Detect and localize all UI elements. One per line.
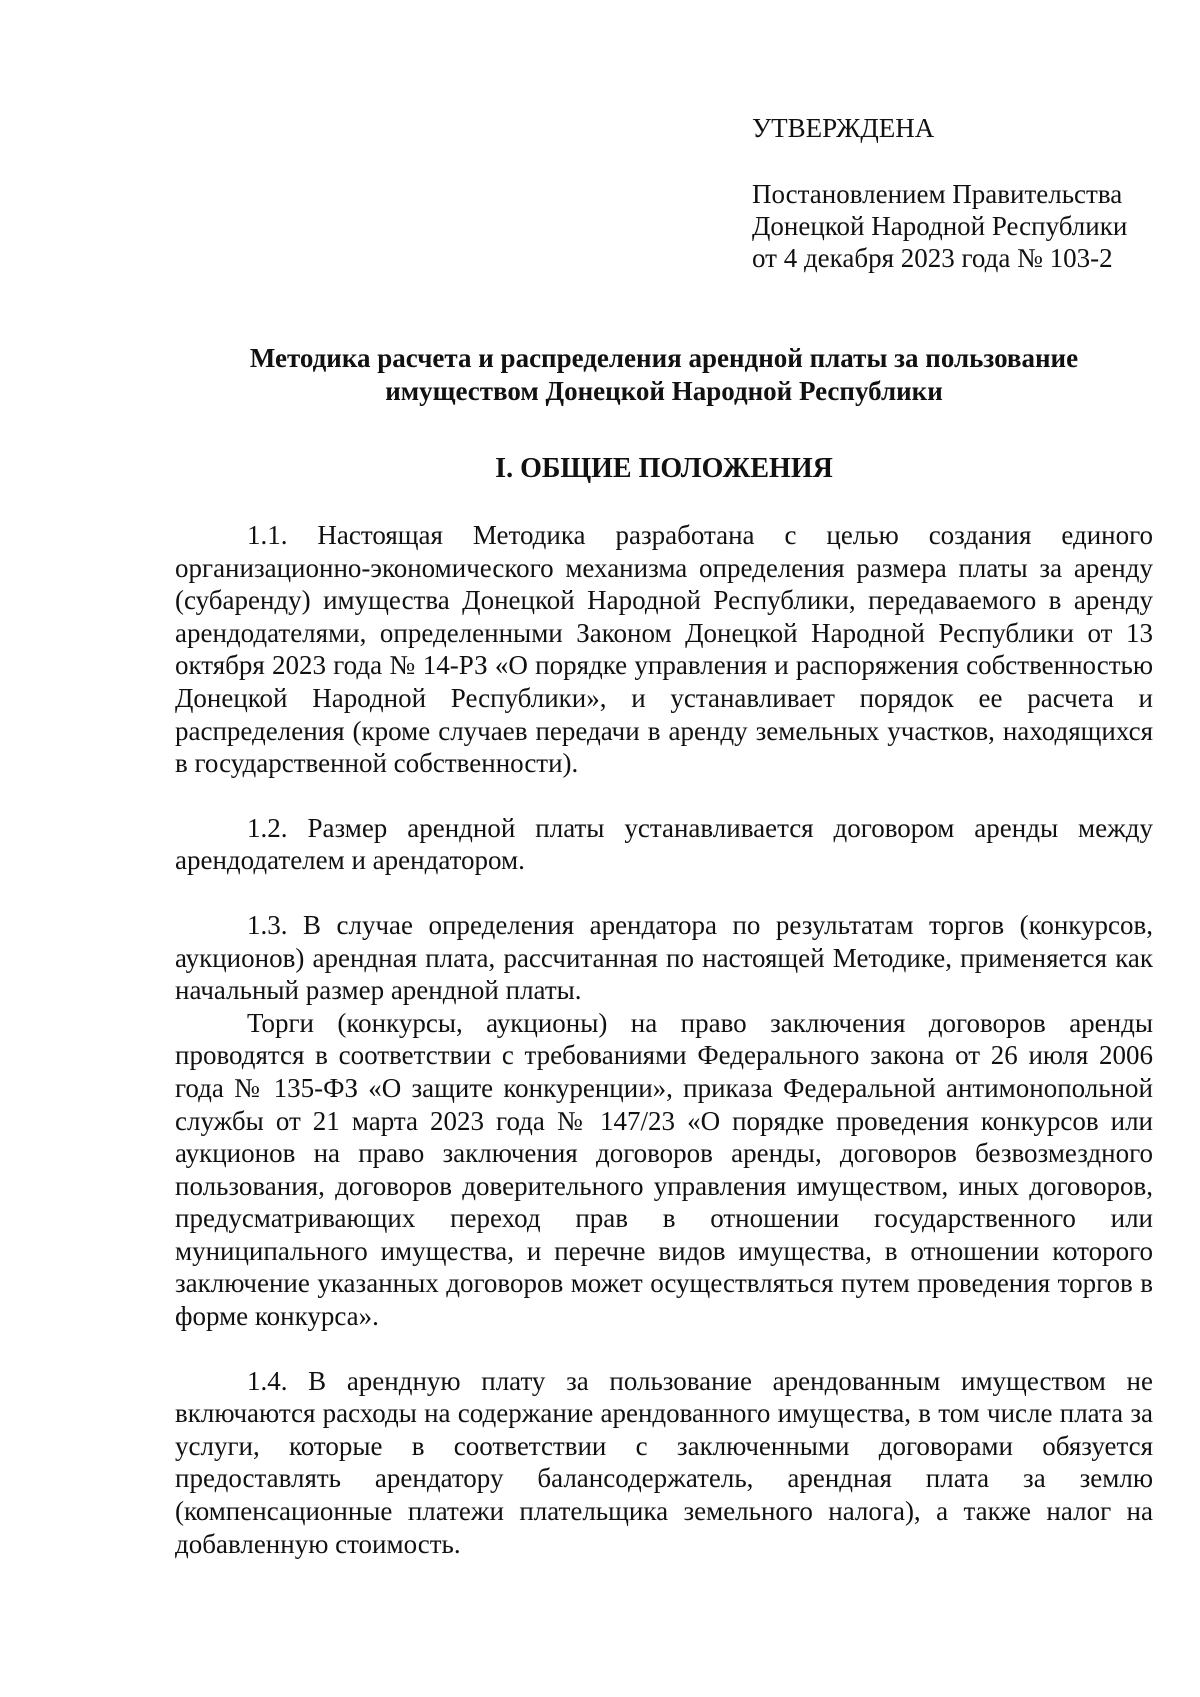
paragraph-1-4: 1.4. В арендную плату за пользование арендованным имуществом не включаются расходы на содержание арендованного имущества, в том числе плата за услуги, которые в соответствии с заключенными договорами обязуется предоставлять арендатору балансодержатель, арендная плата за землю (компенсационные платежи плательщика земельного налога), а также налог на добавленную стоимость. bbox=[175, 1365, 1153, 1559]
approval-line-1: Постановлением Правительства bbox=[752, 179, 1123, 209]
approval-stamp: УТВЕРЖДЕНА bbox=[752, 113, 935, 143]
document-body bbox=[175, 519, 1153, 1560]
paragraph-1-3-continued: Торги (конкурсы, аукционы) на право заключения договоров аренды проводятся в соответствии с требованиями Федерального закона от 26 июля 2006 года № 135-ФЗ «О защите конкуренции», приказа Федеральной антимонопольной службы от 21 марта 2023 года № 147/23 «О порядке проведения конкурсов или аукционов на право заключения договоров аренды, договоров безвозмездного пользования, договоров доверительного управления имуществом, иных договоров, предусматривающих переход прав в отношении государственного или муниципального имущества, и перечне видов имущества, в отношении которого заключение указанных договоров может осуществляться путем проведения торгов в форме конкурса». bbox=[175, 1007, 1153, 1332]
paragraph-1-3: 1.3. В случае определения арендатора по результатам торгов (конкурсов, аукционов) арендная плата, рассчитанная по настоящей Методике, применяется как начальный размер арендной платы. bbox=[175, 909, 1153, 1006]
approval-block bbox=[752, 112, 1172, 274]
document-title bbox=[175, 342, 1153, 408]
approval-line-3: от 4 декабря 2023 года № 103-2 bbox=[752, 243, 1113, 273]
document-title-line-1: Методика расчета и распределения арендной платы за пользование bbox=[249, 343, 1079, 373]
section-heading: I. ОБЩИЕ ПОЛОЖЕНИЯ bbox=[495, 453, 833, 484]
document-title-line-2: имуществом Донецкой Народной Республики bbox=[385, 376, 943, 406]
paragraph-1-1: 1.1. Настоящая Методика разработана с целью создания единого организационно-экономического механизма определения размера платы за аренду (субаренду) имущества Донецкой Народной Республики, передаваемого в аренду арендодателями, определенными Законом Донецкой Народной Республики от 13 октября 2023 года № 14-РЗ «О порядке управления и распоряжения собственностью Донецкой Народной Республики», и устанавливает порядок ее расчета и распределения (кроме случаев передачи в аренду земельных участков, находящихся в государственной собственности). bbox=[175, 520, 1153, 779]
approval-line-2: Донецкой Народной Республики bbox=[752, 211, 1128, 241]
paragraph-1-2: 1.2. Размер арендной платы устанавливается договором аренды между арендодателем и арендатором. bbox=[175, 812, 1153, 876]
